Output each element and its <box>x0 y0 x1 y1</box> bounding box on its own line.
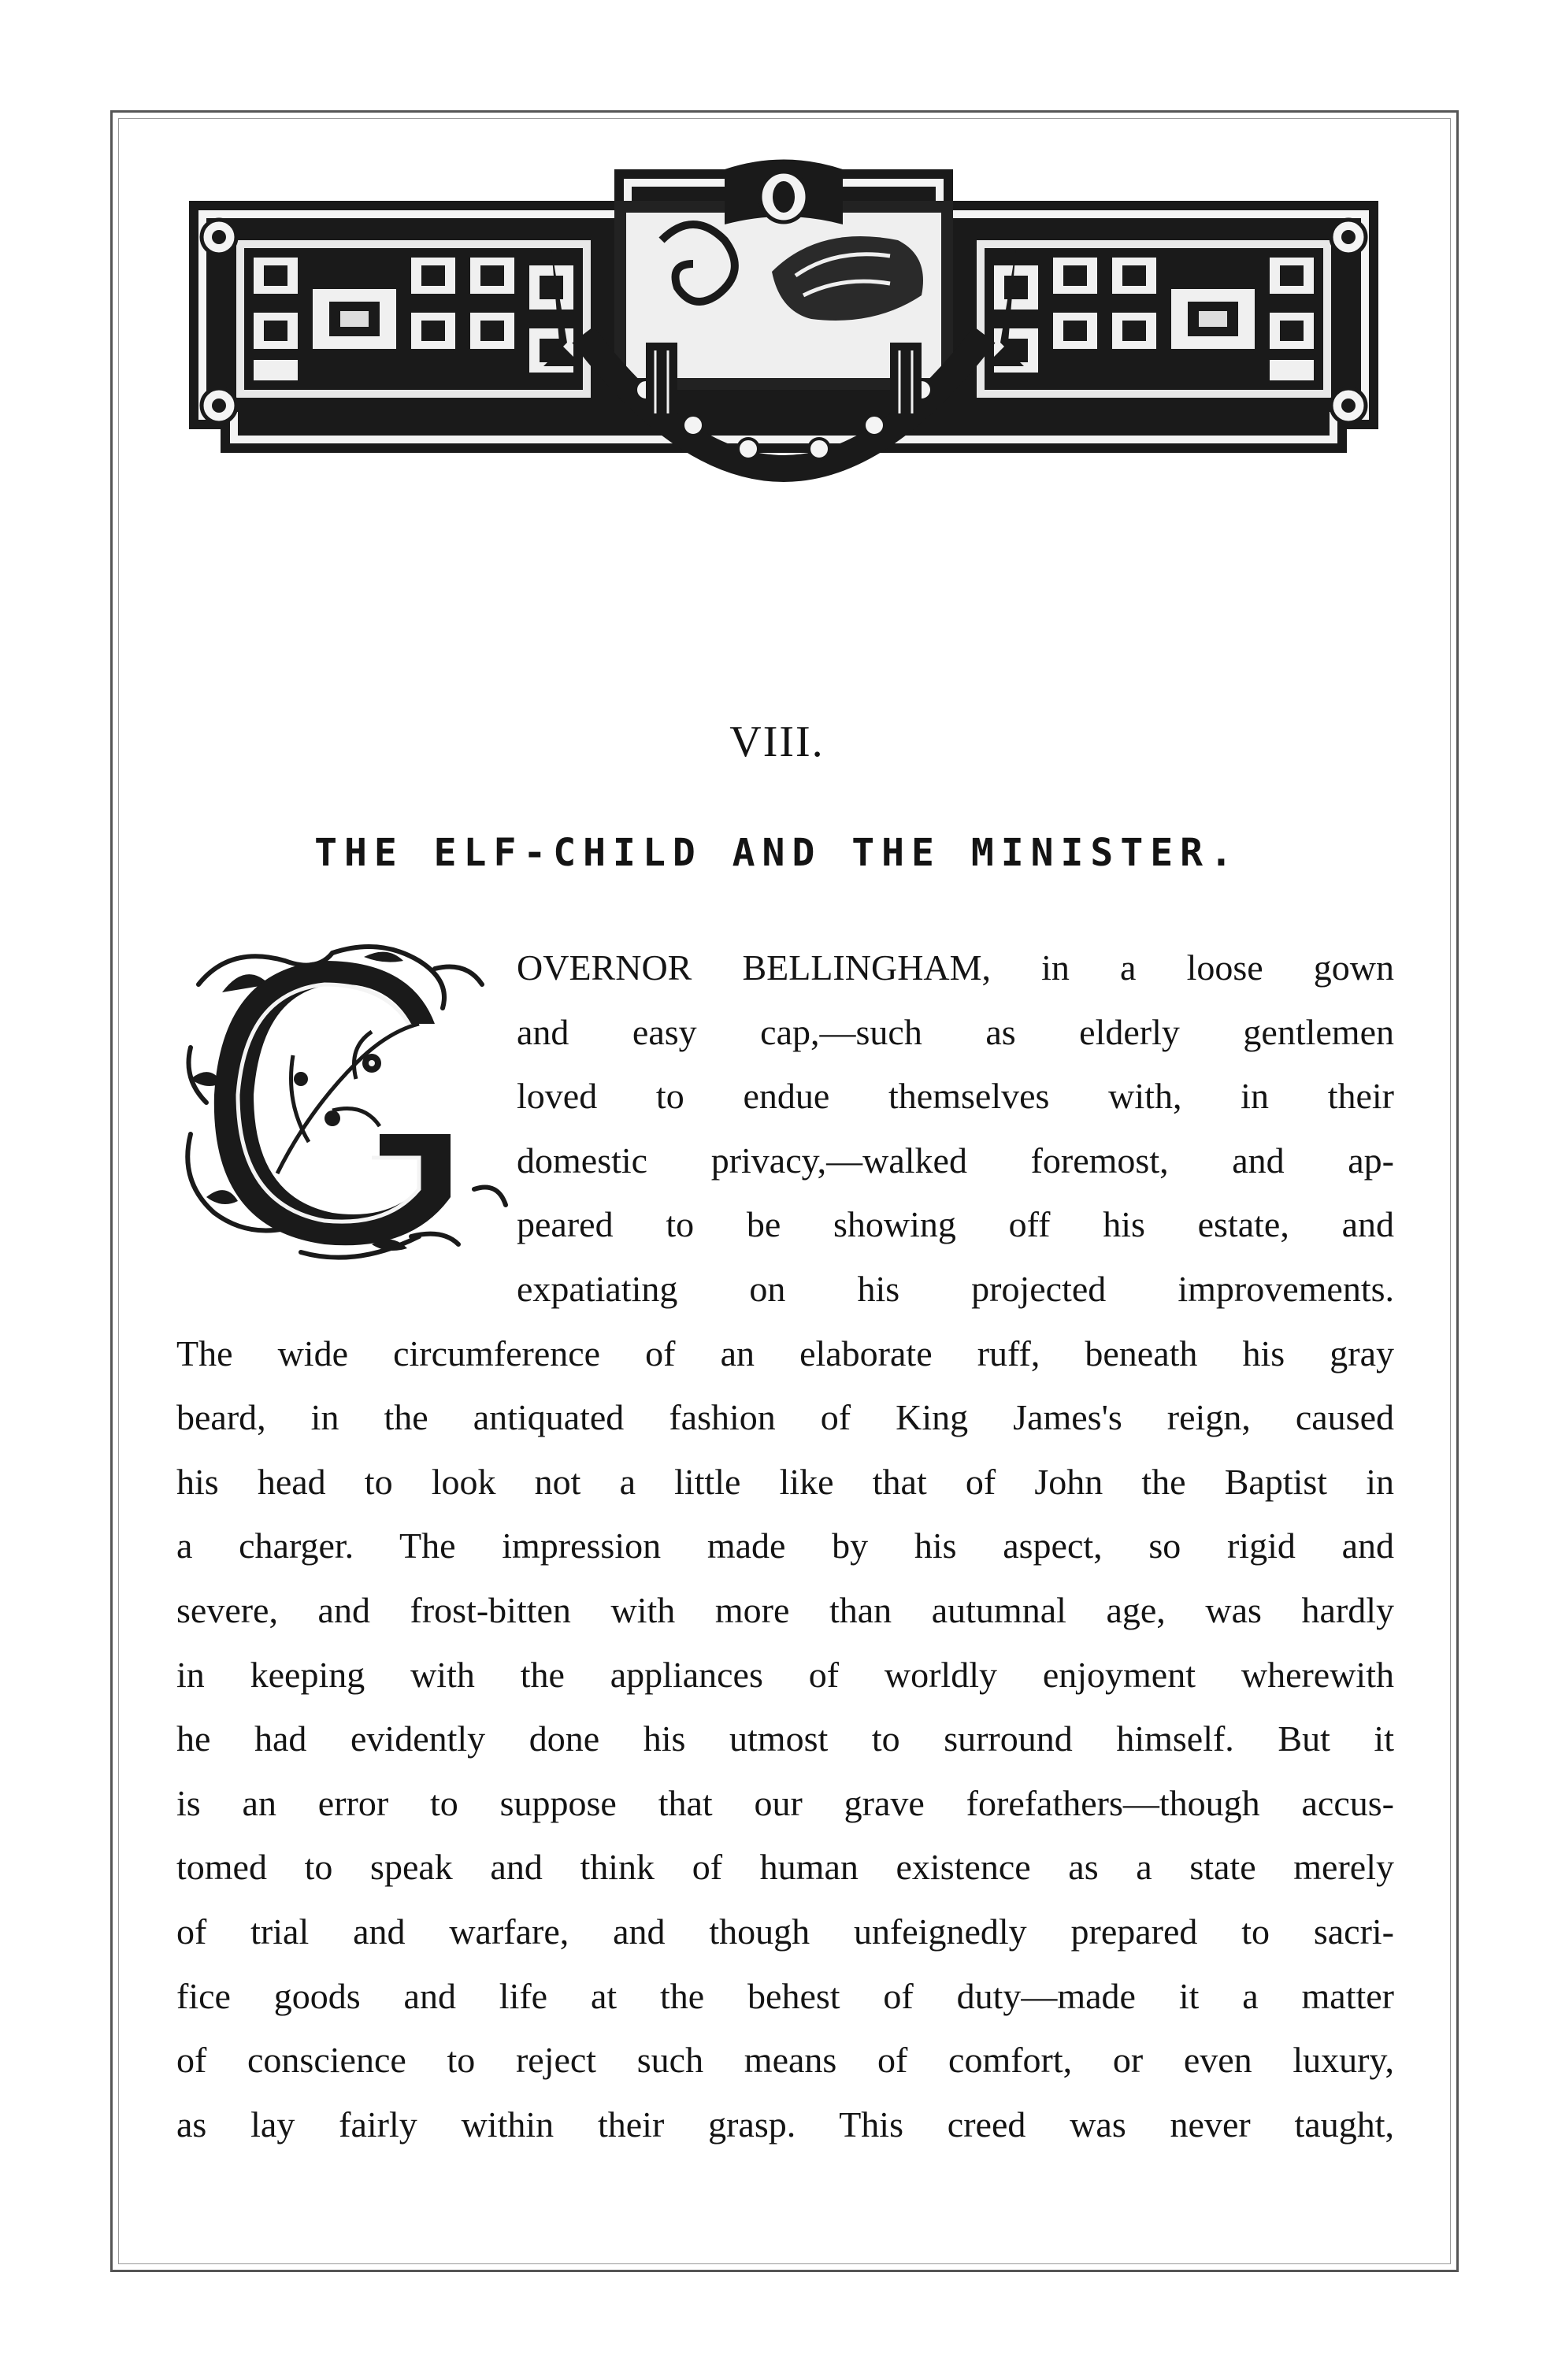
text-line: his head to look not a little like that of John the Baptist in <box>176 1461 1394 1502</box>
text-line: OVERNOR BELLINGHAM, in a loose gown <box>517 947 1394 988</box>
text-line: a charger. The impression made by his aspect, so rigid and <box>176 1525 1394 1566</box>
text-line: The wide circumference of an elaborate ruff, beneath his gray <box>176 1333 1394 1374</box>
text-line: and easy cap,—such as elderly gentlemen <box>517 1011 1394 1052</box>
text-line: of trial and warfare, and though unfeignedly prepared to sacri- <box>176 1911 1394 1952</box>
text-line: he had evidently done his utmost to surround himself. But it <box>176 1718 1394 1759</box>
chapter-number: VIII. <box>729 717 825 766</box>
text-line: severe, and frost-bitten with more than autumnal age, was hardly <box>176 1589 1394 1630</box>
text-line: beard, in the antiquated fashion of King James's reign, caused <box>176 1397 1394 1438</box>
text-line: tomed to speak and think of human existence as a state merely <box>176 1847 1394 1888</box>
text-line: is an error to suppose that our grave forefathers—though accus- <box>176 1782 1394 1823</box>
text-line: expatiating on his projected improvements. <box>517 1268 1394 1309</box>
text-line: domestic privacy,—walked foremost, and ap- <box>517 1140 1394 1181</box>
text-line: peared to be showing off his estate, and <box>517 1204 1394 1245</box>
body-text <box>176 936 1394 2156</box>
text-line: loved to endue themselves with, in their <box>517 1076 1394 1117</box>
text-line: fice goods and life at the behest of duty—made it a matter <box>176 1975 1394 2016</box>
ornamental-headpiece <box>173 154 1394 484</box>
text-line: in keeping with the appliances of worldly enjoyment wherewith <box>176 1654 1394 1695</box>
text-line: as lay fairly within their grasp. This creed was never taught, <box>176 2104 1394 2145</box>
chapter-title: THE ELF-CHILD AND THE MINISTER. <box>314 831 1240 875</box>
left-fret-panel <box>202 220 599 423</box>
right-fret-panel <box>969 220 1366 423</box>
text-line: of conscience to reject such means of comfort, or even luxury, <box>176 2040 1394 2081</box>
